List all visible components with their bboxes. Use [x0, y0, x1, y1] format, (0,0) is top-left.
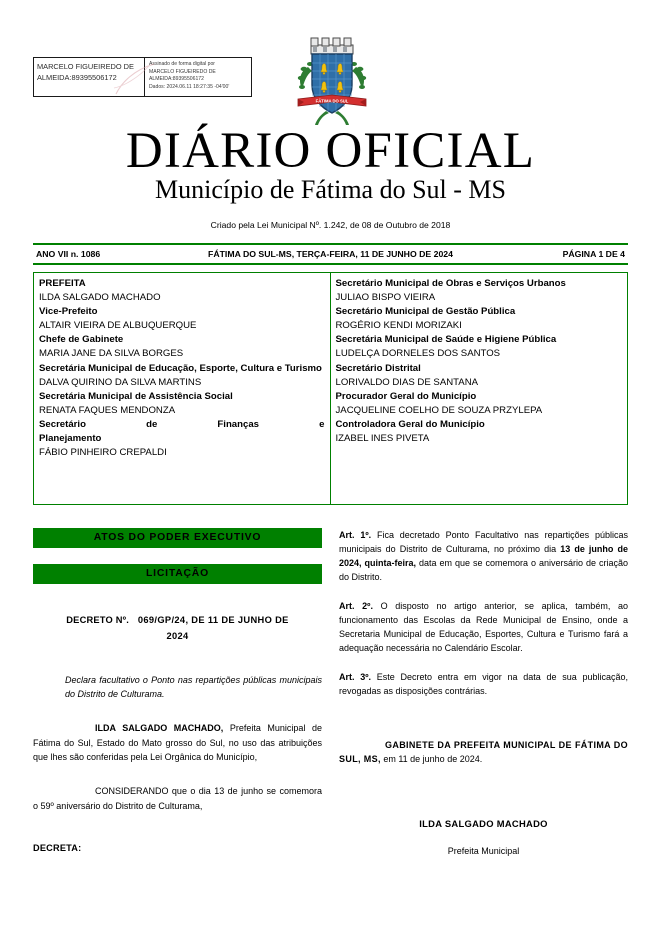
official-role: Secretário de Finanças e: [39, 418, 325, 430]
official-role: Secretário Municipal de Gestão Pública: [335, 306, 516, 318]
article-text-a: Fica decretado Ponto Facultativo nas repartições públicas municipais do Distrito de Culturama, no próximo dia: [339, 530, 628, 554]
official-role: Procurador Geral do Município: [335, 390, 477, 402]
official-role: Chefe de Gabinete: [39, 334, 124, 346]
section-banner-bidding: LICITAÇÃO: [33, 564, 322, 584]
emblem-ribbon-text: FÁTIMA DO SUL: [315, 98, 349, 104]
gabinete-bold: GABINETE DA PREFEITA MUNICIPAL DE FÁTIMA DO SUL, MS,: [339, 740, 628, 764]
article-item: [339, 599, 628, 655]
official-role: Secretário Municipal de Obras e Serviços Urbanos: [335, 278, 566, 289]
decree-ementa: Declara facultativo o Ponto nas repartições públicas municipais do Distrito de Culturama.: [65, 675, 322, 699]
edition-bar: [33, 243, 628, 265]
official-name: IZABEL INES PIVETA: [335, 433, 430, 445]
gabinete-line: [339, 738, 628, 766]
article-label: Art. 2º.: [339, 601, 373, 611]
officials-column-right: [331, 273, 628, 504]
official-role: Vice-Prefeito: [39, 306, 98, 318]
article-text-a: Este Decreto entra em vigor na data de sua publicação, revogadas as disposições contrárias.: [339, 672, 628, 696]
signature-detail-line-1: Assinado de forma digital por: [149, 61, 215, 67]
official-role: Controladora Geral do Município: [335, 418, 485, 430]
signature-subject: MARCELO FIGUEIREDO DE ALMEIDA:89395506172: [37, 62, 134, 82]
body-column-left: [33, 528, 322, 853]
official-role: Secretário Distrital: [335, 362, 421, 374]
official-name: MARIA JANE DA SILVA BORGES: [39, 348, 184, 360]
decree-heading-number: 069/GP/24, DE 11 DE JUNHO DE: [137, 615, 289, 625]
signature-details: [145, 58, 251, 96]
decree-preamble: [33, 721, 322, 764]
gabinete-rest: em 11 de junho de 2024.: [380, 754, 483, 764]
decree-considerando: CONSIDERANDO que o dia 13 de junho se comemora o 59º aniversário do Distrito de Culturama,: [33, 786, 322, 811]
decree-preamble-name: ILDA SALGADO MACHADO,: [95, 723, 224, 734]
decree-preamble-rest: Prefeita Municipal de Fátima do Sul, Estado do Mato grosso do Sul, no uso das atribuições que lhes são conferidas pela Lei Orgânica do Município,: [33, 723, 322, 762]
official-role-cont: Planejamento: [39, 433, 102, 445]
article-text-bold: 13 de junho de 2024, quinta-feira,: [339, 544, 629, 568]
article-text-a: O disposto no artigo anterior, se aplica, também, ao funcionamento das Escolas da Rede Municipal de Ensino, onde a Secretaria Municipal de Educação, Esportes, Cultura e Turismo fará a adequação necessária no Calendário Escolar.: [339, 601, 628, 653]
masthead-law-note: Criado pela Lei Municipal Nº. 1.242, de 08 de Outubro de 2018: [210, 220, 451, 230]
official-name: DALVA QUIRINO DA SILVA MARTINS: [39, 376, 202, 388]
body-column-right: [339, 528, 628, 856]
officials-column-left: [34, 273, 331, 504]
article-label: Art. 1º.: [339, 530, 372, 540]
official-name: LORIVALDO DIAS DE SANTANA: [335, 376, 479, 388]
signature-detail-line-2: MARCELO FIGUEIREDO DE: [149, 68, 216, 75]
page-title: DIÁRIO OFICIAL: [125, 123, 536, 179]
article-label: Art. 3º.: [339, 672, 372, 682]
official-name: ROGÉRIO KENDI MORIZAKI: [335, 320, 462, 332]
decreta-label: DECRETA:: [33, 843, 82, 854]
official-name: JULIAO BISPO VIEIRA: [335, 292, 436, 304]
edition-place-date: FÁTIMA DO SUL-MS, TERÇA-FEIRA, 11 DE JUNHO DE 2024: [208, 249, 453, 259]
edition-page-info: PÁGINA 1 DE 4: [562, 249, 625, 259]
official-name: FÁBIO PINHEIRO CREPALDI: [39, 447, 167, 459]
official-role: Secretária Municipal de Saúde e Higiene Pública: [335, 334, 557, 346]
official-role: Secretária Municipal de Assistência Social: [39, 390, 233, 402]
official-name: JACQUELINE COELHO DE SOUZA PRZYLEPA: [335, 404, 543, 416]
signer-role: Prefeita Municipal: [447, 846, 520, 856]
official-role: PREFEITA: [39, 278, 86, 289]
official-name: LUDELÇA DORNELES DOS SANTOS: [335, 348, 501, 360]
digital-signature-stamp: [33, 57, 252, 97]
article-text-c: data em que se comemora o aniversário de criação do Distrito.: [339, 558, 628, 582]
signature-detail-line-4: Dados: 2024.06.11 18:27:35 -04'00': [149, 83, 230, 90]
decree-heading: [33, 612, 322, 644]
section-banner-executive-acts: ATOS DO PODER EXECUTIVO: [33, 528, 322, 548]
decree-heading-label: DECRETO Nº.: [66, 615, 130, 625]
decree-heading-year: 2024: [166, 631, 189, 641]
article-item: [339, 528, 628, 584]
article-item: [339, 670, 628, 698]
signer-name: ILDA SALGADO MACHADO: [419, 818, 548, 829]
edition-year-issue: ANO VII n. 1086: [36, 249, 101, 259]
coat-of-arms-icon: [296, 33, 368, 125]
official-name: ILDA SALGADO MACHADO: [39, 292, 161, 304]
official-role: Secretária Municipal de Educação, Esporte, Cultura e Turismo: [39, 362, 322, 374]
official-name: ALTAIR VIEIRA DE ALBUQUERQUE: [39, 320, 197, 332]
officials-table: [33, 272, 628, 505]
official-name: RENATA FAQUES MENDONZA: [39, 404, 176, 416]
masthead-subtitle: Município de Fátima do Sul - MS: [155, 175, 506, 204]
signature-detail-line-3: ALMEIDA:89395506172: [149, 76, 204, 83]
